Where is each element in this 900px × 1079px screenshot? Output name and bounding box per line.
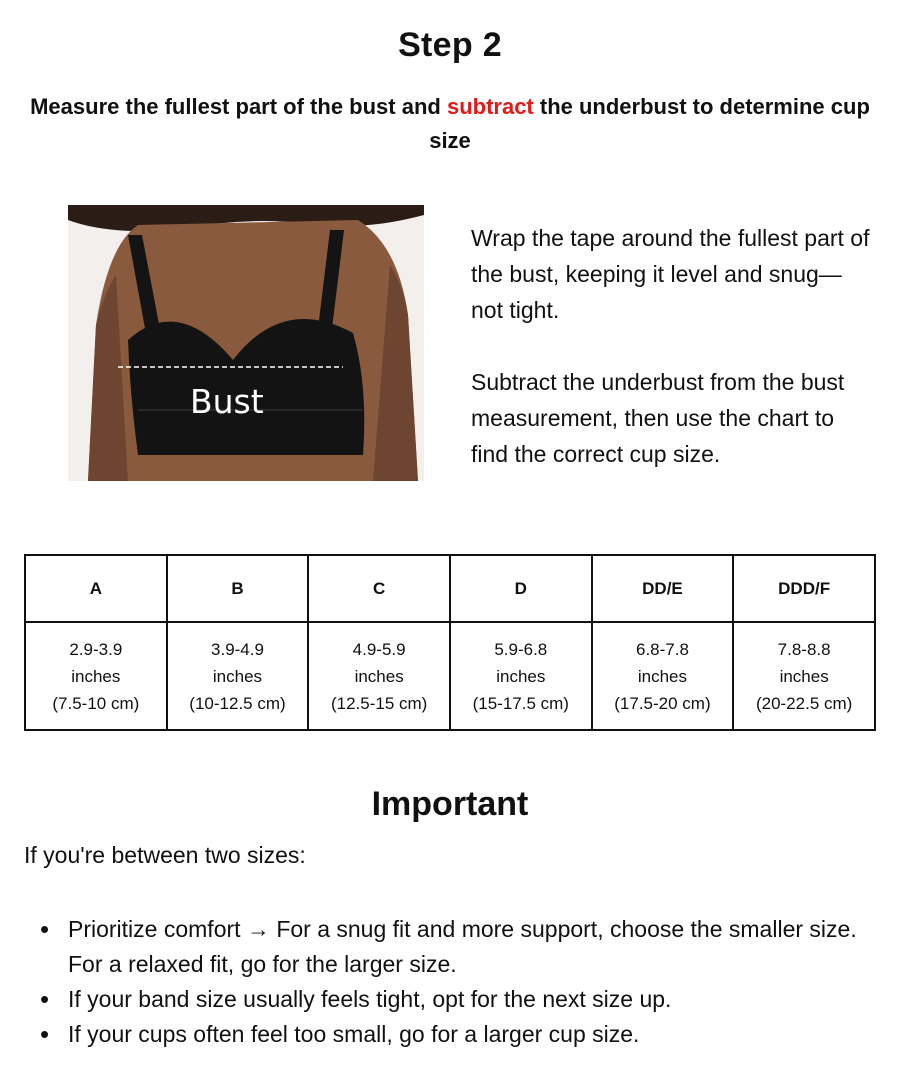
- subtitle-text-end: the underbust to determine cup size: [429, 94, 870, 153]
- between-sizes-intro: If you're between two sizes:: [24, 842, 306, 868]
- instruction-wrap: Wrap the tape around the fullest part of the bust, keeping it level and snug—not tight.: [471, 225, 870, 323]
- cup-value-b: [167, 622, 309, 730]
- step-title: Step 2: [398, 26, 502, 64]
- bust-label: Bust: [190, 382, 264, 421]
- range-unit: inches: [212, 666, 263, 686]
- range-unit: inches: [779, 666, 829, 686]
- range-cm: (17.5-20 cm): [614, 693, 711, 713]
- cup-size-values-row: [25, 622, 875, 730]
- range-unit: inches: [354, 666, 404, 686]
- range-inches: 2.9-3.9: [69, 639, 123, 659]
- range-cm: (15-17.5 cm): [472, 693, 569, 713]
- tip-band-size: • If your band size usually feels tight, opt for the next size up.: [40, 982, 860, 1017]
- cup-size-chart: [24, 554, 876, 731]
- cup-value-dd-e: [592, 622, 734, 730]
- range-inches: 3.9-4.9: [211, 639, 264, 659]
- instruction-subtract: Subtract the underbust from the bust measurement, then use the chart to find the correct cup size.: [471, 369, 845, 467]
- cup-value-a: [25, 622, 167, 730]
- range-inches: 5.9-6.8: [494, 639, 548, 659]
- cup-value-ddd-f: [733, 622, 875, 730]
- tip-comfort: • Prioritize comfort → For a snug fit and more support, choose the smaller size. For a relaxed fit, go for the larger size.: [40, 912, 860, 982]
- cup-header-b: B: [167, 555, 309, 622]
- instructions: [471, 220, 871, 472]
- bust-measurement-photo: [68, 205, 424, 481]
- cup-size-header-row: [25, 555, 875, 622]
- range-inches: 7.8-8.8: [777, 639, 831, 659]
- range-cm: (12.5-15 cm): [330, 693, 428, 713]
- range-inches: 4.9-5.9: [352, 639, 406, 659]
- tip-cup-size: • If your cups often feel too small, go for a larger cup size.: [40, 1017, 860, 1052]
- range-inches: 6.8-7.8: [635, 639, 689, 659]
- important-title: Important: [371, 785, 529, 823]
- range-unit: inches: [71, 666, 121, 686]
- cup-value-d: [450, 622, 592, 730]
- range-cm: (10-12.5 cm): [189, 693, 286, 713]
- range-cm: (20-22.5 cm): [755, 693, 853, 713]
- model-illustration: [68, 205, 424, 481]
- cup-header-ddd-f: DDD/F: [733, 555, 875, 622]
- subtitle-highlight: subtract: [446, 94, 534, 119]
- cup-header-d: D: [450, 555, 592, 622]
- subtitle-text-start: Measure the fullest part of the bust and: [30, 94, 447, 119]
- cup-header-a: A: [25, 555, 167, 622]
- range-unit: inches: [496, 666, 546, 686]
- cup-value-c: [308, 622, 450, 730]
- range-unit: inches: [637, 666, 688, 686]
- cup-header-c: C: [308, 555, 450, 622]
- subtitle: [20, 90, 880, 158]
- range-cm: (7.5-10 cm): [52, 693, 140, 713]
- cup-header-dd-e: DD/E: [592, 555, 734, 622]
- tips-list: [40, 912, 860, 1052]
